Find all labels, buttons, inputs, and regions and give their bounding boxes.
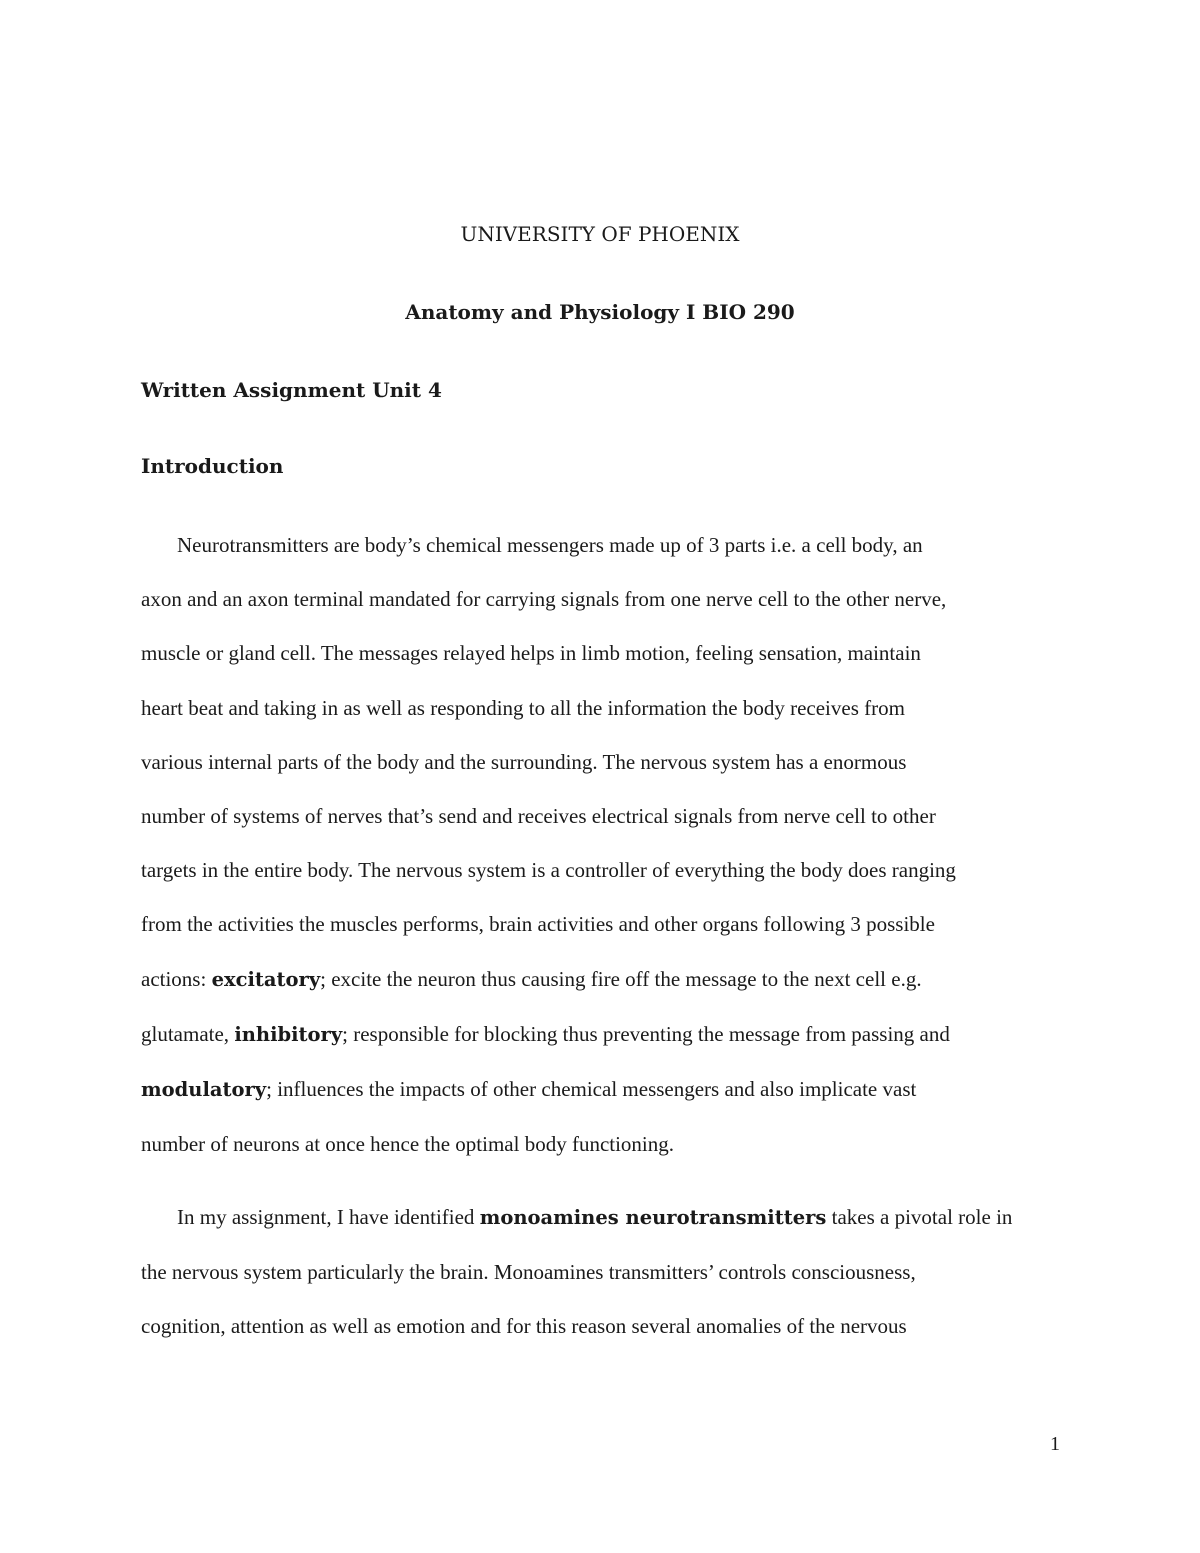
text-line: heart beat and taking in as well as responding to all the information the body receives from (141, 695, 905, 720)
paragraph-assignment (141, 1190, 1061, 1354)
text-line: Neurotransmitters are body’s chemical messengers made up of 3 parts i.e. a cell body, an (177, 533, 923, 557)
bold-term-excitatory: excitatory (211, 967, 321, 991)
assignment-title: Written Assignment Unit 4 (141, 378, 442, 402)
text-line (141, 1190, 1061, 1245)
text-line (141, 1062, 1061, 1117)
text-fragment: ; influences the impacts of other chemical messengers and also implicate vast (266, 1077, 917, 1102)
bold-term-inhibitory: inhibitory (234, 1022, 343, 1046)
text-line: axon and an axon terminal mandated for carrying signals from one nerve cell to the other nerve, (141, 587, 947, 612)
text-fragment: takes a pivotal role in (826, 1205, 1013, 1229)
text-line: number of neurons at once hence the optimal body functioning. (141, 1132, 675, 1157)
text-line: number of systems of nerves that’s send and receives electrical signals from nerve cell to other (141, 804, 936, 829)
text-line: muscle or gland cell. The messages relayed helps in limb motion, feeling sensation, maintain (141, 641, 921, 666)
bold-term-monoamines: monoamines neurotransmitters (479, 1206, 827, 1229)
text-fragment: ; responsible for blocking thus preventing the message from passing and (342, 1021, 950, 1046)
section-heading: Introduction (141, 454, 284, 478)
text-line (141, 1007, 1061, 1062)
text-fragment: actions: (141, 966, 212, 991)
paragraph-introduction (141, 518, 1061, 1171)
text-line: targets in the entire body. The nervous system is a controller of everything the body does ranging (141, 858, 956, 883)
course-title: Anatomy and Physiology I BIO 290 (405, 300, 795, 324)
text-fragment: ; excite the neuron thus causing fire off the message to the next cell e.g. (320, 966, 922, 991)
text-line: the nervous system particularly the brain. Monoamines transmitters’ controls consciousness, (141, 1260, 916, 1285)
text-fragment: glutamate, (141, 1021, 235, 1046)
text-line: various internal parts of the body and the surrounding. The nervous system has a enormous (141, 749, 907, 774)
text-fragment: In my assignment, I have identified (177, 1205, 480, 1229)
bold-term-modulatory: modulatory (141, 1078, 267, 1102)
text-line (141, 952, 1061, 1007)
text-line: cognition, attention as well as emotion and for this reason several anomalies of the nervous (141, 1314, 907, 1339)
text-line: from the activities the muscles performs, brain activities and other organs following 3 possible (141, 912, 935, 937)
page-number: 1 (1050, 1433, 1060, 1455)
university-title: UNIVERSITY OF PHOENIX (460, 222, 740, 246)
